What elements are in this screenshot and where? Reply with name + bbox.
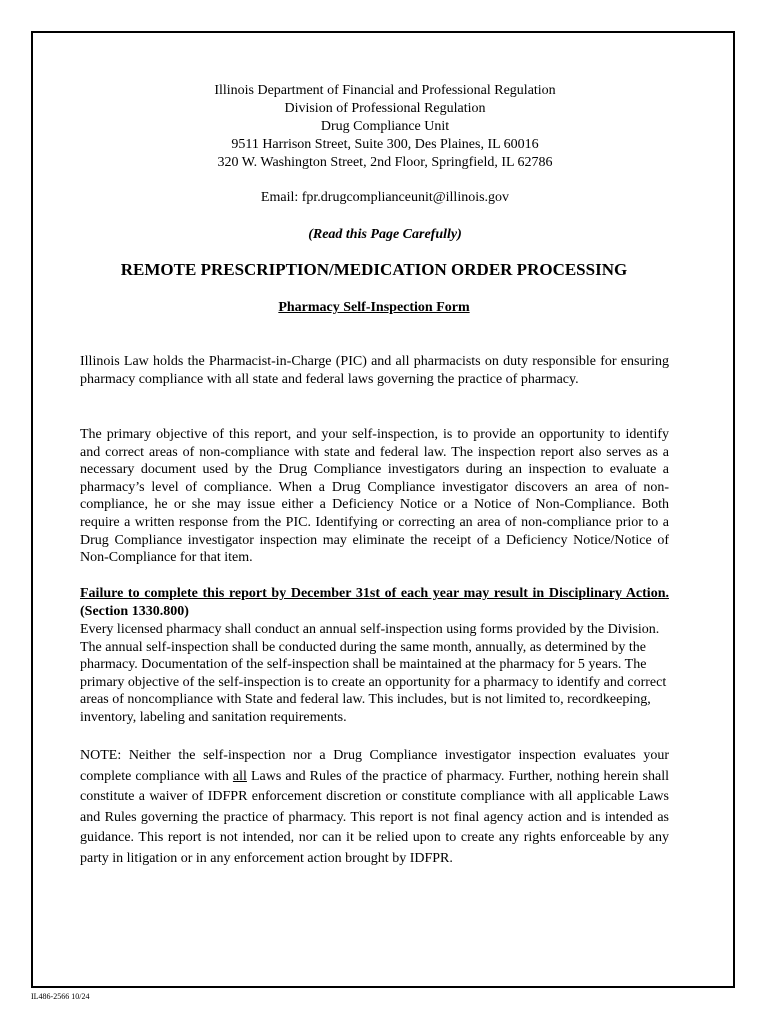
form-subtitle: Pharmacy Self-Inspection Form: [278, 300, 470, 315]
division-name: Division of Professional Regulation: [284, 101, 486, 116]
objective-paragraph: The primary objective of this report, and your self-inspection, is to provide an opportunity to identify and correct areas of non-compliance with state and federal law. The inspection report also serves as a necessary document used by the Drug Compliance investigators during an inspection to evaluate a pharmacy’s level of compliance. When a Drug Compliance investigator discovers an area of non-compliance, he or she may issue either a Deficiency Notice or a Notice of Non-Compliance. Both require a written response from the PIC. Identifying or correcting an area of non-compliance prior to a Drug Compliance investigator inspection may eliminate the receipt of a Deficiency Notice/Notice of Non-Compliance for that item.: [80, 427, 669, 566]
agency-name: Illinois Department of Financial and Professional Regulation: [214, 83, 556, 98]
contact-email: Email: fpr.drugcomplianceunit@illinois.gov: [260, 190, 510, 205]
address-des-plaines: 9511 Harrison Street, Suite 300, Des Plaines, IL 60016: [231, 137, 539, 152]
annual-inspection-paragraph: Every licensed pharmacy shall conduct an annual self-inspection using forms provided by the Division. The annual self-inspection shall be conducted during the same month, annually, as determined by the pharmacy. Documentation of the self-inspection shall be maintained at the pharmacy for 5 years. The primary objective of the self-inspection is to create an opportunity for a pharmacy to identify and correct areas of noncompliance with State and federal law. This includes, but is not limited to, recordkeeping, inventory, labeling and sanitation requirements.: [80, 622, 667, 725]
disciplinary-warning: [80, 585, 669, 620]
address-springfield: 320 W. Washington Street, 2nd Floor, Springfield, IL 62786: [217, 155, 553, 170]
read-carefully-note: (Read this Page Carefully): [308, 227, 462, 242]
note-text-start: NOTE: Neither the self-inspection nor a Drug Compliance investigator inspection evaluates your complete compliance with: [80, 748, 669, 784]
note-emphasis: all: [232, 768, 247, 784]
warning-text: Failure to complete this report by December 31st of each year may result in Disciplinary Action.: [80, 586, 669, 601]
note-text-end: Laws and Rules of the practice of pharmacy. Further, nothing herein shall constitute a waiver of IDFPR enforcement discretion or constitute compliance with all applicable Laws and Rules governing the practice of pharmacy. This report is not final agency action and is intended as guidance. This report is not intended, nor can it be relied upon to create any rights enforceable by any party in litigation or in any enforcement action brought by IDFPR.: [80, 768, 669, 866]
agency-header: [0, 82, 770, 172]
warning-section: (Section 1330.800): [80, 603, 189, 619]
page-title: REMOTE PRESCRIPTION/MEDICATION ORDER PROCESSING: [120, 260, 628, 279]
unit-name: Drug Compliance Unit: [320, 119, 450, 134]
note-paragraph: [80, 746, 669, 869]
intro-paragraph: Illinois Law holds the Pharmacist-in-Charge (PIC) and all pharmacists on duty responsible for ensuring pharmacy compliance with all state and federal laws governing the practice of pharmacy.: [80, 354, 669, 387]
form-number: IL486-2566 10/24: [31, 992, 90, 1001]
